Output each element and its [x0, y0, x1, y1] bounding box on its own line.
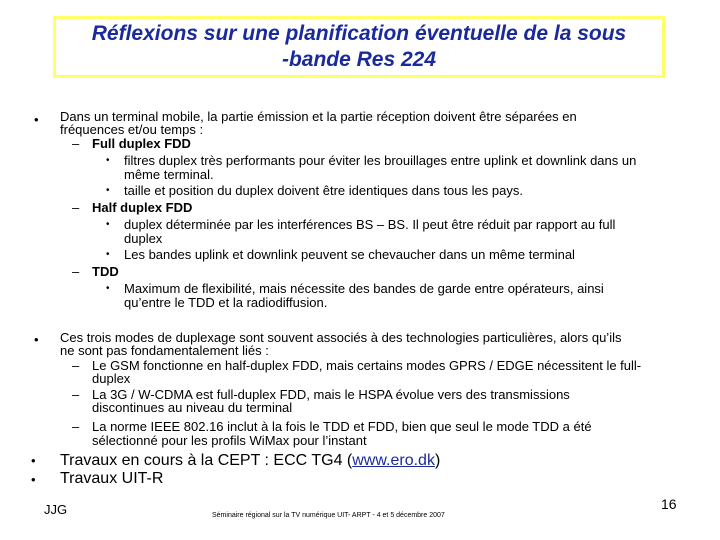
- bullet3-suffix: ): [434, 452, 441, 469]
- b2-item2-line2: discontinues au niveau du terminal: [92, 400, 293, 415]
- tdd-item1-line1: Maximum de flexibilité, mais nécessite des bandes de garde entre opérateurs, ainsi: [124, 281, 604, 296]
- dash-marker: –: [72, 419, 80, 434]
- dash-marker: –: [72, 264, 80, 279]
- b2-item3-line2: sélectionné pour les profils WiMax pour l’instant: [92, 433, 367, 448]
- sub-bullet-marker: •: [106, 249, 110, 260]
- dash-marker: –: [72, 387, 80, 402]
- sub-bullet-marker: •: [106, 155, 110, 166]
- fdd-label: Full duplex FDD: [92, 136, 191, 151]
- title-box: [53, 16, 665, 78]
- bullet1-line2: fréquences et/ou temps :: [60, 122, 204, 137]
- hdfdd-item1-line1: duplex déterminée par les interférences BS – BS. Il peut être réduit par rapport au full: [124, 217, 616, 232]
- bullet3: [60, 452, 440, 469]
- sub-bullet-marker: •: [106, 283, 110, 294]
- ero-link[interactable]: www.ero.dk: [352, 452, 435, 469]
- bullet-marker: •: [31, 453, 36, 468]
- bullet-marker: •: [34, 112, 39, 127]
- tdd-item1-line2: qu’entre le TDD et la radiodiffusion.: [124, 295, 328, 310]
- title-line-1: Réflexions sur une planification éventuelle de la sous: [91, 22, 627, 45]
- dash-marker: –: [72, 358, 80, 373]
- page-number: 16: [661, 496, 677, 512]
- footer-author: JJG: [44, 502, 68, 517]
- footer-seminar: Séminaire régional sur la TV numérique UIT- ARPT - 4 et 5 décembre 2007: [212, 512, 445, 519]
- title-line-2: -bande Res 224: [281, 48, 437, 71]
- bullet2-line1: Ces trois modes de duplexage sont souvent associés à des technologies particulières, alors qu’ils: [60, 330, 622, 345]
- hdfdd-item2: Les bandes uplink et downlink peuvent se chevaucher dans un même terminal: [124, 247, 575, 262]
- tdd-label: TDD: [92, 264, 119, 279]
- bullet-marker: •: [34, 332, 39, 347]
- bullet3-prefix: Travaux en cours à la CEPT : ECC TG4 (: [60, 452, 353, 469]
- bullet4: Travaux UIT-R: [60, 470, 164, 487]
- sub-bullet-marker: •: [106, 219, 110, 230]
- fdd-item1-line1: filtres duplex très performants pour éviter les brouillages entre uplink et downlink dans un: [124, 153, 637, 168]
- bullet1-line1: Dans un terminal mobile, la partie émission et la partie réception doivent être séparées en: [60, 109, 577, 124]
- page-title: [92, 21, 626, 73]
- bullet-marker: •: [31, 472, 36, 487]
- fdd-item2: taille et position du duplex doivent être identiques dans tous les pays.: [124, 183, 523, 198]
- b2-item1-line2: duplex: [92, 371, 131, 386]
- b2-item1-line1: Le GSM fonctionne en half-duplex FDD, mais certains modes GPRS / EDGE nécessitent le full-: [92, 358, 642, 373]
- b2-item2-line1: La 3G / W-CDMA est full-duplex FDD, mais le HSPA évolue vers des transmissions: [92, 387, 570, 402]
- fdd-item1-line2: même terminal.: [124, 167, 214, 182]
- dash-marker: –: [72, 200, 80, 215]
- bullet2-line2: ne sont pas fondamentalement liés :: [60, 343, 269, 358]
- sub-bullet-marker: •: [106, 185, 110, 196]
- hdfdd-label: Half duplex FDD: [92, 200, 193, 215]
- hdfdd-item1-line2: duplex: [124, 231, 163, 246]
- dash-marker: –: [72, 136, 80, 151]
- b2-item3-line1: La norme IEEE 802.16 inclut à la fois le TDD et FDD, bien que seul le mode TDD a été: [92, 419, 592, 434]
